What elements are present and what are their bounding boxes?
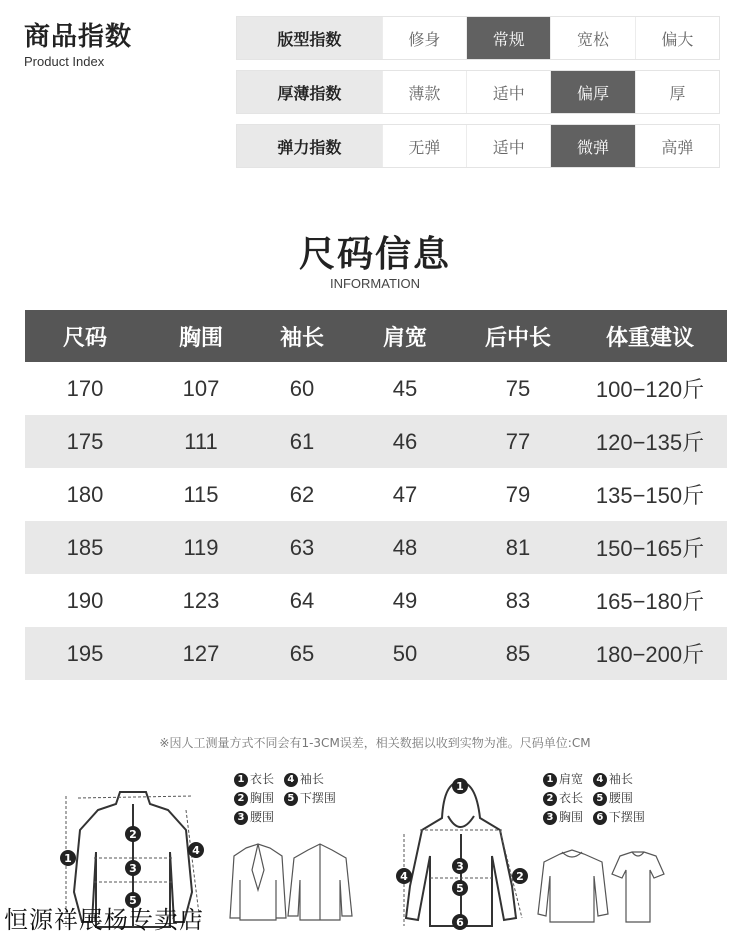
- cell: 45: [392, 375, 418, 401]
- index-option-selected: 常规: [466, 17, 550, 59]
- svg-text:5: 5: [129, 894, 137, 907]
- cell: 60: [289, 375, 315, 401]
- cell: 195: [66, 640, 104, 666]
- right-legend: [543, 770, 651, 827]
- elasticity-index-row: [236, 124, 720, 168]
- svg-text:3: 3: [456, 860, 464, 873]
- measure-markers: [60, 826, 204, 908]
- marker-3: 3: [543, 811, 557, 825]
- cell: 65: [289, 640, 315, 666]
- header-shoulder: 肩宽: [382, 325, 427, 351]
- cell: 165−180斤: [595, 589, 705, 614]
- header-weight: 体重建议: [605, 325, 694, 351]
- legend-label: 袖长: [299, 772, 324, 786]
- cell: 85: [505, 640, 531, 666]
- svg-text:5: 5: [456, 882, 464, 895]
- product-index-title: 商品指数: [24, 22, 133, 52]
- cell: 111: [184, 428, 218, 454]
- cell: 190: [66, 587, 104, 613]
- cell: 63: [289, 534, 315, 560]
- cell: 47: [392, 481, 418, 507]
- cell: 150−165斤: [595, 536, 705, 561]
- table-row: [25, 362, 727, 415]
- marker-3: 3: [234, 811, 248, 825]
- cell: 185: [66, 534, 104, 560]
- svg-text:6: 6: [456, 916, 464, 929]
- cell: 119: [183, 534, 219, 560]
- index-option: 适中: [466, 71, 550, 113]
- sweater-tshirt-sketch: [536, 848, 666, 926]
- blazer-shirt-sketch: [226, 840, 366, 925]
- cell: 127: [182, 640, 220, 666]
- index-option-selected: 微弹: [550, 125, 634, 167]
- cell: 170: [66, 375, 104, 401]
- marker-5: 5: [593, 792, 607, 806]
- fit-index-row: [236, 16, 720, 60]
- index-option: 修身: [382, 17, 466, 59]
- index-option: 高弹: [635, 125, 719, 167]
- marker-2: 2: [543, 792, 557, 806]
- index-option: 厚: [635, 71, 719, 113]
- table-row: [25, 627, 727, 680]
- hoodie-measurement-diagram: [396, 778, 528, 930]
- thickness-index-row: [236, 70, 720, 114]
- index-option: 适中: [466, 125, 550, 167]
- legend-label: 下摆围: [608, 810, 645, 824]
- shop-name: 恒源祥展杨专卖店: [4, 906, 204, 934]
- cell: 135−150斤: [595, 483, 705, 508]
- cell: 123: [182, 587, 220, 613]
- cell: 83: [505, 587, 531, 613]
- index-option: 无弹: [382, 125, 466, 167]
- cell: 50: [392, 640, 418, 666]
- marker-4: 4: [593, 773, 607, 787]
- legend-label: 胸围: [250, 791, 275, 805]
- legend-label: 腰围: [608, 791, 633, 805]
- cell: 81: [505, 534, 531, 560]
- header-back-length: 后中长: [484, 325, 551, 351]
- product-index-subtitle: Product Index: [24, 54, 105, 69]
- index-option-selected: 偏厚: [550, 71, 634, 113]
- header-sleeve: 袖长: [279, 325, 324, 351]
- measurement-note: ※因人工测量方式不同会有1-3CM误差，相关数据以收到实物为准。尺码单位:CM: [159, 736, 591, 750]
- marker-5: 5: [284, 792, 298, 806]
- legend-label: 衣长: [559, 791, 584, 805]
- cell: 100−120斤: [595, 377, 705, 402]
- cell: 107: [182, 375, 220, 401]
- cell: 120−135斤: [595, 430, 705, 455]
- cell: 75: [505, 375, 531, 401]
- svg-text:2: 2: [129, 828, 137, 841]
- left-legend: [234, 770, 342, 827]
- index-option: 偏大: [635, 17, 719, 59]
- index-label: 弹力指数: [237, 125, 382, 167]
- cell: 61: [289, 428, 315, 454]
- index-label: 厚薄指数: [237, 71, 382, 113]
- table-row: [25, 521, 727, 574]
- svg-text:1: 1: [456, 780, 464, 793]
- svg-text:1: 1: [64, 852, 72, 865]
- svg-text:2: 2: [516, 870, 524, 883]
- size-info-title: 尺码信息: [298, 234, 451, 275]
- legend-label: 衣长: [250, 772, 275, 786]
- cell: 77: [505, 428, 531, 454]
- cell: 180−200斤: [595, 642, 705, 667]
- index-label: 版型指数: [237, 17, 382, 59]
- cell: 115: [183, 481, 219, 507]
- size-info-subtitle: INFORMATION: [329, 276, 421, 291]
- cell: 175: [66, 428, 104, 454]
- table-row: [25, 574, 727, 627]
- legend-label: 腰围: [250, 810, 275, 824]
- index-option: 宽松: [550, 17, 634, 59]
- cell: 79: [505, 481, 531, 507]
- cell: 180: [66, 481, 104, 507]
- size-table: [25, 310, 727, 680]
- cell: 46: [392, 428, 418, 454]
- table-header: [25, 310, 727, 362]
- cell: 48: [392, 534, 418, 560]
- cell: 62: [289, 481, 315, 507]
- marker-2: 2: [234, 792, 248, 806]
- header-size: 尺码: [62, 325, 107, 351]
- legend-label: 袖长: [608, 772, 633, 786]
- legend-label: 下摆围: [299, 791, 336, 805]
- svg-text:4: 4: [192, 844, 200, 857]
- marker-1: 1: [543, 773, 557, 787]
- svg-text:3: 3: [129, 862, 137, 875]
- cell: 64: [289, 587, 315, 613]
- marker-6: 6: [593, 811, 607, 825]
- index-option: 薄款: [382, 71, 466, 113]
- marker-1: 1: [234, 773, 248, 787]
- legend-label: 胸围: [559, 810, 584, 824]
- table-row: [25, 468, 727, 521]
- cell: 49: [392, 587, 418, 613]
- svg-text:4: 4: [400, 870, 408, 883]
- marker-4: 4: [284, 773, 298, 787]
- legend-label: 肩宽: [559, 772, 584, 786]
- header-chest: 胸围: [178, 325, 223, 351]
- table-row: [25, 415, 727, 468]
